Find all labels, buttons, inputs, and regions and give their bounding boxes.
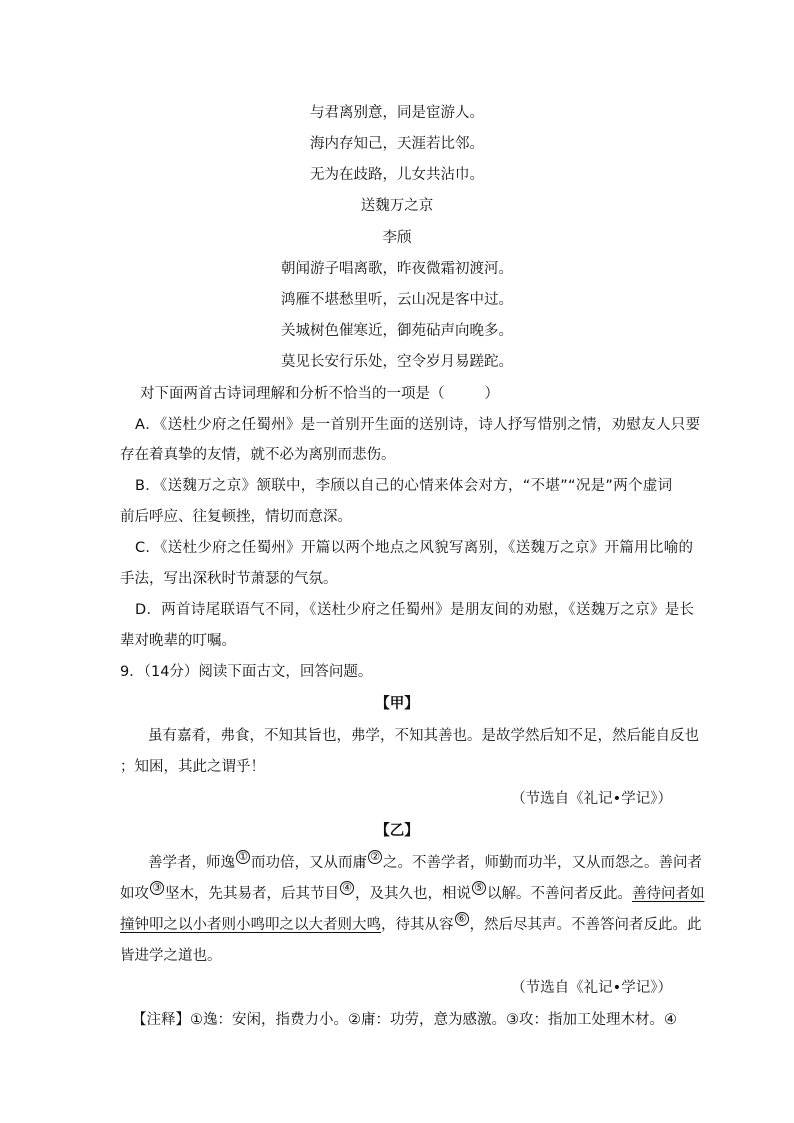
passage-yi-line-4: 皆进学之道也。: [120, 948, 222, 964]
option-c-line-2: 手法，写出深秋时节萧瑟的气氛。: [120, 571, 338, 587]
question-8-stem: [140, 384, 499, 404]
poem2-line-4: 莫见长安行乐处，空令岁月易蹉跎。: [281, 354, 513, 370]
option-c-line-1: C．《送杜少府之任蜀州》开篇以两个地点之风貌写离别，《送魏万之京》开篇用比喻的: [135, 540, 694, 556]
text-run: 之。不善学者，师勤而功半，又从而怨之。善问者: [383, 855, 702, 871]
poem2-line-2: 鸿雁不堪愁里听，云山况是客中过。: [281, 292, 513, 308]
passage-yi-line-1: [148, 850, 702, 873]
poem2-line-1: 朝闻游子唱离歌，昨夜微霜初渡河。: [281, 261, 513, 277]
text-run: 而功倍，又从而庸: [251, 855, 367, 871]
note-marker-6: ⑥: [455, 912, 469, 926]
underlined-sentence-start: 善待问者如: [632, 886, 705, 902]
option-a-line-2: 存在着真挚的友情，就不必为离别而悲伤。: [120, 447, 396, 463]
passage-jia-line-1: 虽有嘉肴，弗食，不知其旨也，弗学，不知其善也。是故学然后知不足，然后能自反也: [148, 728, 699, 744]
passage-jia-line-2: ；知困，其此之谓乎！: [120, 759, 265, 775]
annotation-notes: 【注释】①逸：安闲，指费力小。②庸：功劳，意为感激。③攻：指加工处理木材。④: [132, 1012, 677, 1028]
poem1-line-1: 与君离别意，同是宦游人。: [310, 105, 484, 121]
note-marker-3: ③: [150, 881, 164, 895]
note-marker-5: ⑤: [472, 881, 486, 895]
option-d-line-2: 辈对晚辈的叮嘱。: [120, 633, 236, 649]
option-d-line-1: D．两首诗尾联语气不同，《送杜少府之任蜀州》是朋友间的劝慰，《送魏万之京》是长: [135, 602, 695, 618]
note-marker-1: ①: [236, 850, 250, 864]
text-run: ，待其从容: [381, 917, 454, 933]
passage-jia-source: （节选自《礼记•学记》）: [511, 791, 672, 807]
poem2-line-3: 关城树色催寒近，御苑砧声向晚多。: [281, 323, 513, 339]
text-run: ，及其久也，相说: [355, 886, 471, 902]
poem1-line-2: 海内存知己，天涯若比邻。: [310, 136, 484, 152]
question-8-stem-text: 对下面两首古诗词理解和分析不恰当的一项是（: [140, 386, 445, 402]
text-run: ，然后尽其声。不善答问者反此。此: [469, 917, 702, 933]
option-b-line-2: 前后呼应、往复顿挫，情切而意深。: [120, 509, 352, 525]
poem2-author: 李颀: [382, 230, 412, 246]
option-a-line-1: A．《送杜少府之任蜀州》是一首别开生面的送别诗，诗人抒写惜别之情，劝慰友人只要: [135, 417, 701, 433]
poem1-line-3: 无为在歧路，儿女共沾巾。: [310, 167, 484, 183]
question-8-stem-end: ）: [484, 386, 499, 402]
passage-yi-source: （节选自《礼记•学记》）: [511, 980, 672, 996]
text-run: 如攻: [120, 886, 149, 902]
question-9-header: 9．（14分）阅读下面古文，回答问题。: [120, 664, 373, 680]
passage-jia-title: 【甲】: [375, 696, 419, 712]
poem2-title: 送魏万之京: [360, 198, 434, 214]
note-marker-4: ④: [340, 881, 354, 895]
text-run: 坚木，先其易者，后其节目: [165, 886, 339, 902]
passage-yi-title: 【乙】: [375, 823, 419, 839]
option-b-line-1: B．《送魏万之京》颔联中，李颀以自己的心情来体会对方，“不堪”“况是”两个虚词: [135, 478, 673, 494]
underlined-sentence: 撞钟叩之以小者则小鸣叩之以大者则大鸣: [120, 917, 381, 933]
text-run: 善学者，师逸: [148, 855, 235, 871]
passage-yi-line-2: [120, 881, 705, 904]
text-run: 以解。不善问者反此。: [487, 886, 632, 902]
note-marker-2: ②: [368, 850, 382, 864]
passage-yi-line-3: [120, 912, 702, 935]
